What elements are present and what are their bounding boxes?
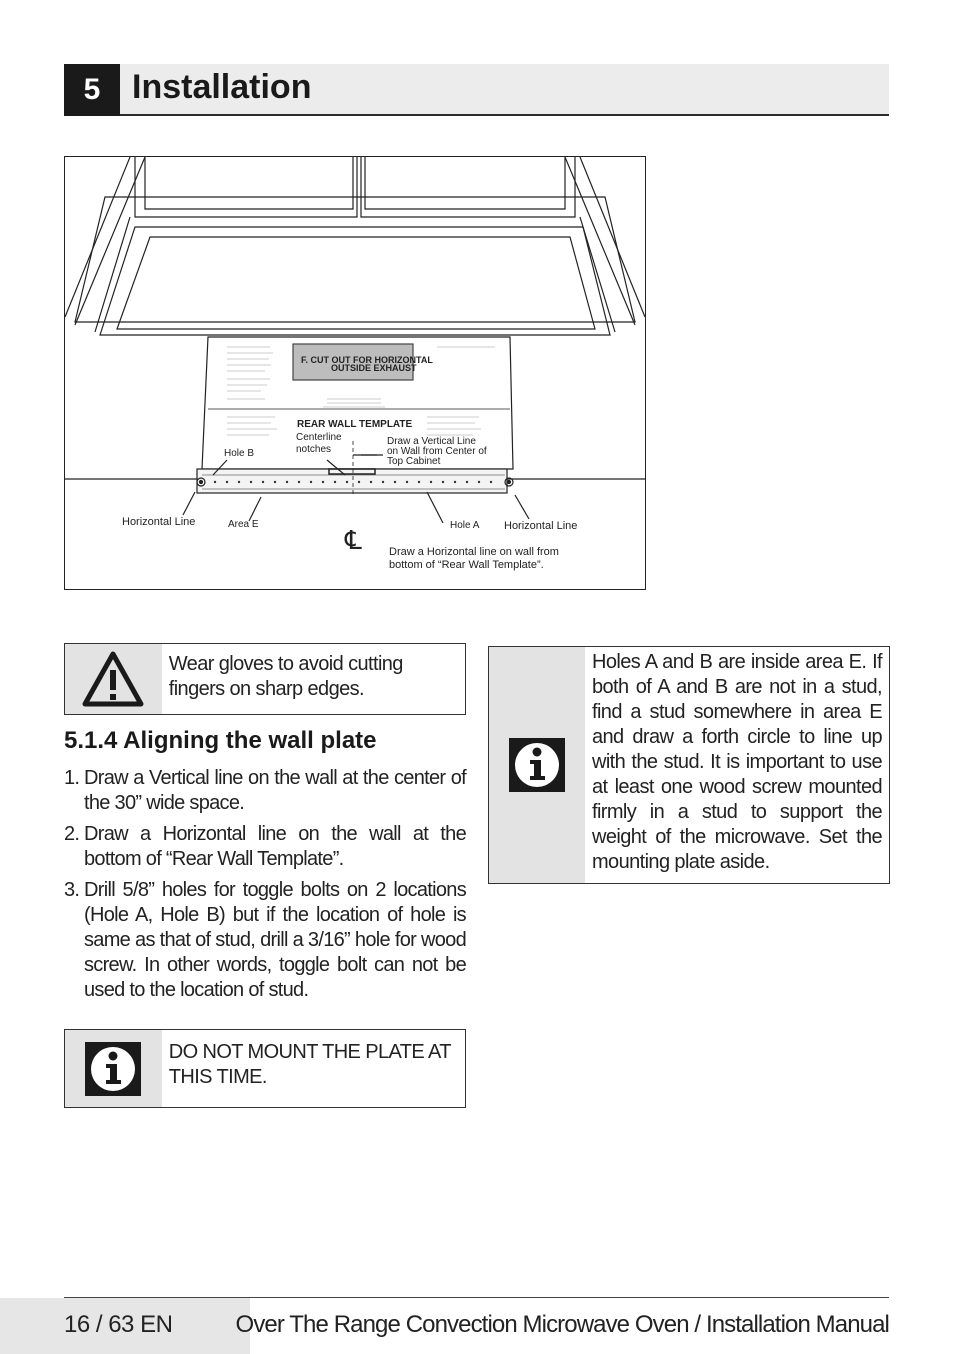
caution-icon-panel — [65, 644, 162, 714]
info-text-right: Holes A and B are inside area E. If both of A and B are not in a stud, find a stud somewhere in area E and draw a forth circle to line up with the stud. It is important to use at least one wood screw mounted firmly in a stud to support the weight of the microwave. Set the mounting plate aside. — [592, 651, 882, 873]
label-hole-b: Hole B — [224, 448, 255, 459]
label-draw-vertical: Draw a Vertical Line on Wall from Center of Top Cabinet — [387, 436, 487, 467]
label-draw-horizontal: Draw a Horizontal line on wall from bottom of “Rear Wall Template”. — [389, 546, 559, 571]
step-text: Drill 5/8” holes for toggle bolts on 2 locations (Hole A, Hole B) but if the location of hole is same as that of stud, drill a 3/16” hole for wood screw. In other words, toggle bolt can not be used to the location of stud. — [84, 879, 466, 1001]
label-horizontal-line-left: Horizontal Line — [122, 516, 196, 528]
section-header — [64, 64, 889, 116]
footer-document-title: Over The Range Convection Microwave Oven / Installation Manual — [235, 1311, 889, 1338]
step-number: 2. — [64, 823, 80, 845]
list-item — [64, 878, 466, 1003]
cutout-title: F. CUT OUT FOR HORIZONTAL — [301, 355, 433, 365]
step-text: Draw a Horizontal line on the wall at the bottom of “Rear Wall Template”. — [84, 823, 466, 870]
label-hole-a: Hole A — [450, 520, 480, 531]
info-box-bottom — [64, 1029, 466, 1108]
section-title: 5.1.4 Aligning the wall plate — [64, 727, 377, 754]
section-number: 5 — [64, 64, 120, 116]
info-text-bottom: DO NOT MOUNT THE PLATE AT THIS TIME. — [168, 1041, 451, 1088]
step-number: 3. — [64, 879, 80, 901]
warning-triangle-icon — [81, 650, 145, 708]
label-horizontal-line-right: Horizontal Line — [504, 520, 578, 532]
centerline-symbol: ℄ — [345, 525, 362, 555]
caution-box — [64, 643, 466, 715]
info-icon — [84, 1041, 142, 1097]
step-number: 1. — [64, 767, 80, 789]
info-icon-panel — [65, 1030, 162, 1107]
info-box-right — [488, 646, 890, 884]
footer-page-number: 16 / 63 EN — [64, 1311, 173, 1338]
info-icon-panel — [489, 647, 585, 883]
installation-figure — [64, 156, 646, 590]
label-area-e: Area E — [228, 519, 259, 530]
label-centerline-notches: Centerline notches — [296, 432, 342, 455]
cutout-subtitle: OUTSIDE EXHAUST — [331, 363, 417, 373]
footer-divider — [64, 1297, 889, 1298]
template-title: REAR WALL TEMPLATE — [297, 419, 413, 430]
caution-text: Wear gloves to avoid cutting fingers on sharp edges. — [168, 653, 403, 700]
info-icon — [508, 737, 566, 793]
page-title: Installation — [132, 68, 312, 106]
step-text: Draw a Vertical line on the wall at the center of the 30” wide space. — [84, 767, 466, 814]
list-item — [64, 822, 466, 872]
list-item — [64, 766, 466, 816]
steps-list — [64, 766, 466, 1009]
